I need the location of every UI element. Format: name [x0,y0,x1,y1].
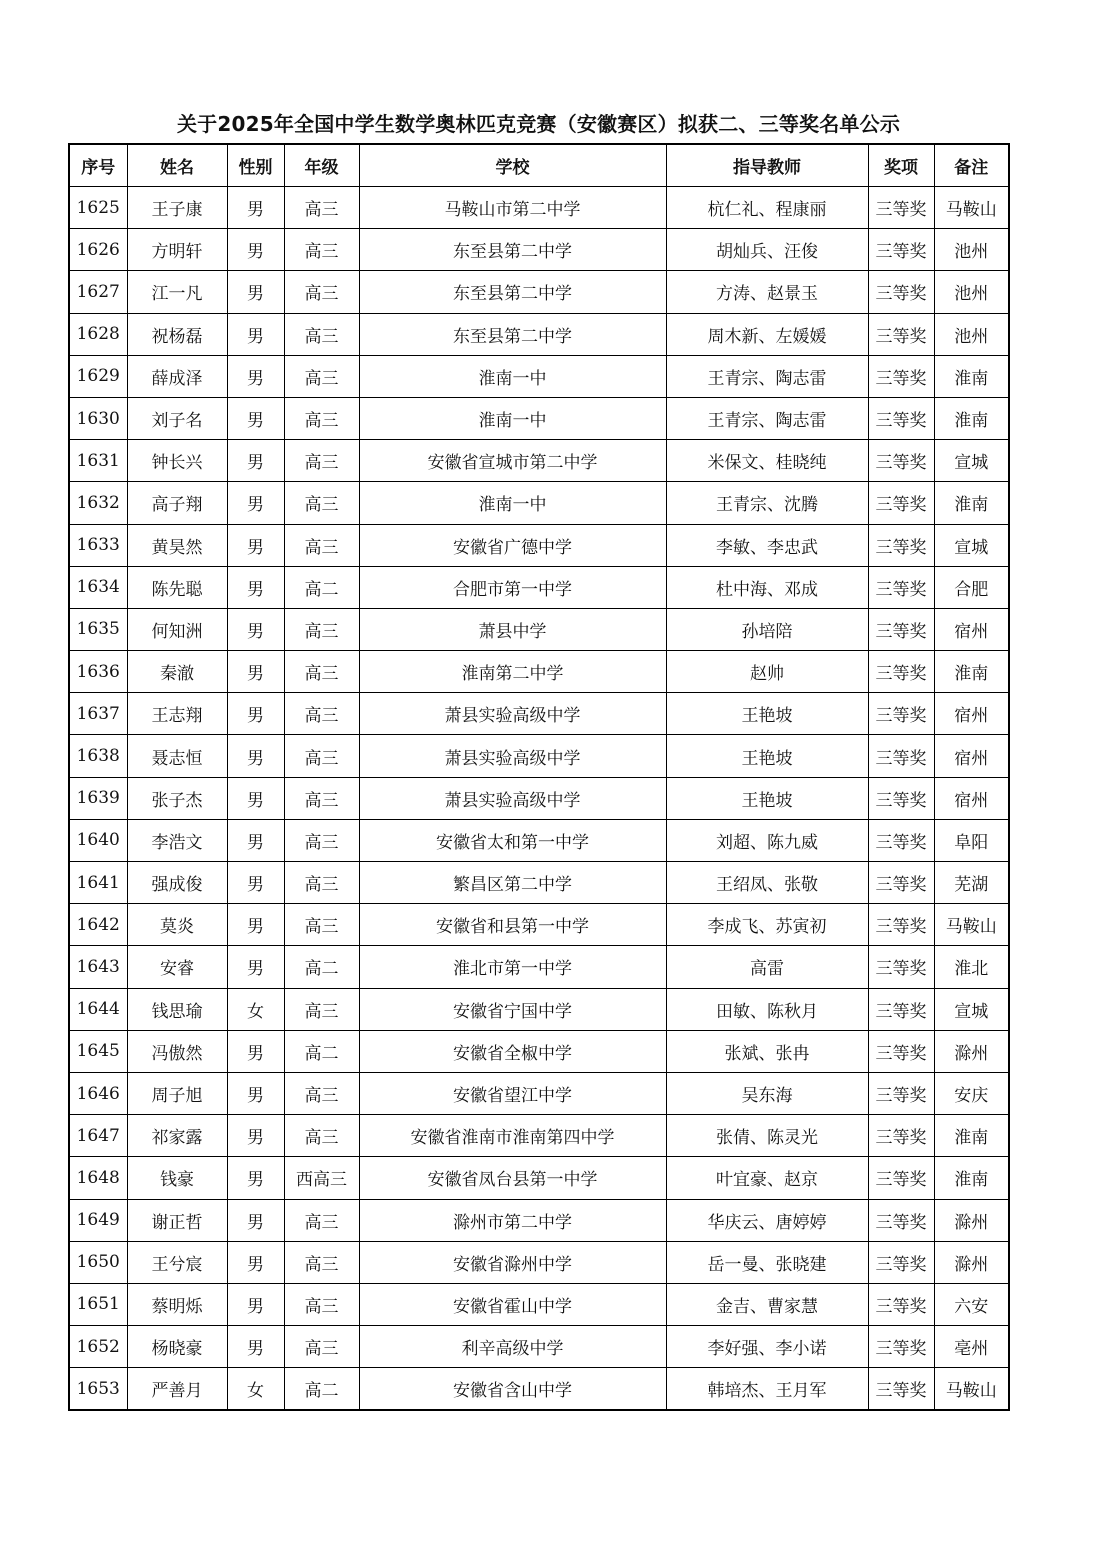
cell-region: 淮南 [934,651,1009,693]
cell-award: 三等奖 [868,777,934,819]
cell-award: 三等奖 [868,651,934,693]
cell-school: 安徽省宁国中学 [359,988,666,1030]
cell-serial: 1632 [69,482,127,524]
cell-name: 安睿 [127,946,227,988]
cell-serial: 1635 [69,608,127,650]
cell-serial: 1626 [69,229,127,271]
cell-advisor: 李成飞、苏寅初 [666,904,868,946]
cell-gender: 男 [227,946,284,988]
cell-gender: 男 [227,777,284,819]
cell-name: 何知洲 [127,608,227,650]
cell-school: 萧县实验高级中学 [359,735,666,777]
cell-name: 强成俊 [127,862,227,904]
cell-region: 滁州 [934,1241,1009,1283]
cell-grade: 高三 [284,693,359,735]
cell-award: 三等奖 [868,1368,934,1411]
cell-advisor: 赵帅 [666,651,868,693]
cell-school: 萧县实验高级中学 [359,693,666,735]
cell-region: 淮北 [934,946,1009,988]
cell-grade: 高三 [284,271,359,313]
cell-gender: 女 [227,1368,284,1411]
cell-school: 东至县第二中学 [359,229,666,271]
cell-gender: 男 [227,651,284,693]
cell-name: 冯傲然 [127,1030,227,1072]
cell-school: 安徽省含山中学 [359,1368,666,1411]
cell-advisor: 米保文、桂晓纯 [666,440,868,482]
cell-award: 三等奖 [868,355,934,397]
cell-gender: 男 [227,440,284,482]
cell-name: 谢正哲 [127,1199,227,1241]
cell-advisor: 张倩、陈灵光 [666,1115,868,1157]
cell-grade: 高三 [284,735,359,777]
table-row [69,1072,1009,1114]
cell-region: 淮南 [934,1157,1009,1199]
cell-serial: 1653 [69,1368,127,1411]
cell-grade: 高三 [284,397,359,439]
cell-serial: 1641 [69,862,127,904]
cell-serial: 1627 [69,271,127,313]
cell-gender: 男 [227,1326,284,1368]
header-name: 姓名 [127,144,227,187]
cell-gender: 男 [227,524,284,566]
cell-gender: 男 [227,1241,284,1283]
header-serial: 序号 [69,144,127,187]
table-row [69,608,1009,650]
table-row [69,735,1009,777]
cell-grade: 高三 [284,1199,359,1241]
cell-serial: 1628 [69,313,127,355]
cell-award: 三等奖 [868,904,934,946]
cell-serial: 1642 [69,904,127,946]
cell-school: 安徽省望江中学 [359,1072,666,1114]
cell-award: 三等奖 [868,440,934,482]
cell-gender: 男 [227,355,284,397]
cell-award: 三等奖 [868,1072,934,1114]
cell-gender: 男 [227,862,284,904]
cell-serial: 1652 [69,1326,127,1368]
cell-school: 安徽省滁州中学 [359,1241,666,1283]
table-row [69,988,1009,1030]
cell-grade: 高三 [284,440,359,482]
cell-school: 淮北市第一中学 [359,946,666,988]
cell-name: 陈先聪 [127,566,227,608]
cell-name: 蔡明烁 [127,1283,227,1325]
table-row [69,1241,1009,1283]
cell-region: 淮南 [934,482,1009,524]
cell-grade: 高三 [284,355,359,397]
cell-region: 马鞍山 [934,904,1009,946]
cell-name: 高子翔 [127,482,227,524]
cell-region: 宣城 [934,524,1009,566]
cell-award: 三等奖 [868,1326,934,1368]
cell-region: 淮南 [934,1115,1009,1157]
cell-advisor: 金吉、曹家慧 [666,1283,868,1325]
cell-award: 三等奖 [868,862,934,904]
cell-name: 李浩文 [127,819,227,861]
cell-advisor: 王青宗、陶志雷 [666,355,868,397]
table-row [69,1326,1009,1368]
cell-award: 三等奖 [868,1115,934,1157]
cell-region: 滁州 [934,1199,1009,1241]
table-row [69,229,1009,271]
cell-gender: 男 [227,566,284,608]
cell-advisor: 杜中海、邓成 [666,566,868,608]
cell-school: 淮南一中 [359,482,666,524]
cell-region: 宣城 [934,988,1009,1030]
cell-gender: 男 [227,693,284,735]
cell-grade: 高三 [284,1283,359,1325]
cell-advisor: 王艳坡 [666,735,868,777]
cell-region: 宿州 [934,735,1009,777]
cell-grade: 高三 [284,904,359,946]
cell-serial: 1648 [69,1157,127,1199]
cell-name: 钱豪 [127,1157,227,1199]
cell-region: 阜阳 [934,819,1009,861]
cell-gender: 女 [227,988,284,1030]
cell-school: 安徽省宣城市第二中学 [359,440,666,482]
cell-region: 亳州 [934,1326,1009,1368]
cell-name: 钟长兴 [127,440,227,482]
table-row [69,819,1009,861]
cell-school: 萧县实验高级中学 [359,777,666,819]
cell-advisor: 华庆云、唐婷婷 [666,1199,868,1241]
cell-advisor: 方涛、赵景玉 [666,271,868,313]
cell-gender: 男 [227,271,284,313]
cell-grade: 高三 [284,524,359,566]
table-row [69,1199,1009,1241]
header-advisor: 指导教师 [666,144,868,187]
award-list-table [68,143,1010,1411]
cell-school: 淮南一中 [359,397,666,439]
cell-advisor: 叶宜豪、赵京 [666,1157,868,1199]
cell-gender: 男 [227,608,284,650]
cell-region: 池州 [934,271,1009,313]
cell-award: 三等奖 [868,271,934,313]
cell-school: 安徽省太和第一中学 [359,819,666,861]
table-row [69,1368,1009,1411]
cell-advisor: 张斌、张冉 [666,1030,868,1072]
cell-award: 三等奖 [868,1283,934,1325]
cell-award: 三等奖 [868,566,934,608]
table-row [69,1115,1009,1157]
cell-award: 三等奖 [868,313,934,355]
cell-region: 宣城 [934,440,1009,482]
cell-serial: 1645 [69,1030,127,1072]
cell-school: 安徽省广德中学 [359,524,666,566]
header-gender: 性别 [227,144,284,187]
cell-gender: 男 [227,1157,284,1199]
cell-school: 安徽省淮南市淮南第四中学 [359,1115,666,1157]
cell-serial: 1650 [69,1241,127,1283]
cell-grade: 高二 [284,946,359,988]
cell-grade: 西高三 [284,1157,359,1199]
cell-serial: 1629 [69,355,127,397]
cell-serial: 1625 [69,187,127,229]
cell-advisor: 王艳坡 [666,693,868,735]
cell-gender: 男 [227,1115,284,1157]
cell-gender: 男 [227,1283,284,1325]
cell-name: 薛成泽 [127,355,227,397]
cell-serial: 1631 [69,440,127,482]
cell-school: 安徽省凤台县第一中学 [359,1157,666,1199]
cell-region: 池州 [934,229,1009,271]
cell-grade: 高三 [284,988,359,1030]
cell-gender: 男 [227,1030,284,1072]
header-region: 备注 [934,144,1009,187]
page-title: 关于2025年全国中学生数学奥林匹克竞赛（安徽赛区）拟获二、三等奖名单公示 [176,112,901,136]
cell-serial: 1649 [69,1199,127,1241]
cell-advisor: 王艳坡 [666,777,868,819]
cell-grade: 高三 [284,862,359,904]
cell-region: 合肥 [934,566,1009,608]
cell-grade: 高三 [284,187,359,229]
cell-grade: 高二 [284,1030,359,1072]
cell-school: 东至县第二中学 [359,313,666,355]
header-grade: 年级 [284,144,359,187]
cell-award: 三等奖 [868,397,934,439]
cell-serial: 1630 [69,397,127,439]
cell-grade: 高三 [284,777,359,819]
header-award: 奖项 [868,144,934,187]
cell-region: 芜湖 [934,862,1009,904]
table-row [69,482,1009,524]
cell-advisor: 韩培杰、王月军 [666,1368,868,1411]
cell-award: 三等奖 [868,187,934,229]
cell-serial: 1633 [69,524,127,566]
cell-name: 黄昊然 [127,524,227,566]
cell-award: 三等奖 [868,1030,934,1072]
cell-region: 滁州 [934,1030,1009,1072]
table-row [69,693,1009,735]
table-row [69,777,1009,819]
cell-award: 三等奖 [868,735,934,777]
cell-serial: 1638 [69,735,127,777]
cell-name: 严善月 [127,1368,227,1411]
cell-advisor: 刘超、陈九威 [666,819,868,861]
table-row [69,1030,1009,1072]
cell-school: 淮南一中 [359,355,666,397]
table-body [69,187,1009,1411]
cell-school: 安徽省全椒中学 [359,1030,666,1072]
cell-award: 三等奖 [868,229,934,271]
table-row [69,355,1009,397]
cell-advisor: 孙培陪 [666,608,868,650]
cell-grade: 高三 [284,651,359,693]
cell-school: 淮南第二中学 [359,651,666,693]
cell-name: 祁家露 [127,1115,227,1157]
table-row [69,397,1009,439]
cell-school: 合肥市第一中学 [359,566,666,608]
cell-grade: 高三 [284,1115,359,1157]
cell-serial: 1644 [69,988,127,1030]
table-row [69,271,1009,313]
cell-serial: 1636 [69,651,127,693]
cell-award: 三等奖 [868,693,934,735]
cell-name: 方明轩 [127,229,227,271]
cell-advisor: 田敏、陈秋月 [666,988,868,1030]
cell-advisor: 王青宗、陶志雷 [666,397,868,439]
cell-grade: 高三 [284,229,359,271]
cell-school: 东至县第二中学 [359,271,666,313]
cell-grade: 高二 [284,566,359,608]
cell-gender: 男 [227,229,284,271]
cell-serial: 1639 [69,777,127,819]
cell-name: 周子旭 [127,1072,227,1114]
table-row [69,1283,1009,1325]
cell-name: 祝杨磊 [127,313,227,355]
cell-serial: 1647 [69,1115,127,1157]
cell-school: 萧县中学 [359,608,666,650]
cell-award: 三等奖 [868,482,934,524]
cell-school: 安徽省和县第一中学 [359,904,666,946]
table-row [69,1157,1009,1199]
cell-award: 三等奖 [868,1241,934,1283]
cell-grade: 高三 [284,482,359,524]
cell-serial: 1637 [69,693,127,735]
cell-region: 淮南 [934,397,1009,439]
cell-name: 张子杰 [127,777,227,819]
cell-region: 宿州 [934,777,1009,819]
cell-award: 三等奖 [868,819,934,861]
cell-region: 六安 [934,1283,1009,1325]
cell-school: 安徽省霍山中学 [359,1283,666,1325]
cell-advisor: 胡灿兵、汪俊 [666,229,868,271]
table-row [69,440,1009,482]
table-row [69,524,1009,566]
cell-advisor: 杭仁礼、程康丽 [666,187,868,229]
cell-grade: 高三 [284,313,359,355]
table-row [69,187,1009,229]
cell-name: 江一凡 [127,271,227,313]
cell-name: 秦澈 [127,651,227,693]
cell-grade: 高三 [284,1326,359,1368]
cell-school: 利辛高级中学 [359,1326,666,1368]
cell-grade: 高三 [284,608,359,650]
cell-gender: 男 [227,1072,284,1114]
cell-advisor: 周木新、左媛媛 [666,313,868,355]
cell-advisor: 岳一曼、张晓建 [666,1241,868,1283]
cell-region: 池州 [934,313,1009,355]
cell-region: 马鞍山 [934,187,1009,229]
cell-gender: 男 [227,819,284,861]
cell-school: 滁州市第二中学 [359,1199,666,1241]
cell-serial: 1640 [69,819,127,861]
cell-gender: 男 [227,313,284,355]
cell-award: 三等奖 [868,1157,934,1199]
cell-name: 刘子名 [127,397,227,439]
table-header-row [69,144,1009,187]
cell-school: 马鞍山市第二中学 [359,187,666,229]
header-school: 学校 [359,144,666,187]
table-row [69,862,1009,904]
cell-grade: 高二 [284,1368,359,1411]
cell-gender: 男 [227,482,284,524]
cell-school: 繁昌区第二中学 [359,862,666,904]
cell-name: 王兮宸 [127,1241,227,1283]
cell-advisor: 王绍凤、张敬 [666,862,868,904]
cell-name: 钱思瑜 [127,988,227,1030]
cell-award: 三等奖 [868,988,934,1030]
cell-award: 三等奖 [868,946,934,988]
cell-serial: 1634 [69,566,127,608]
cell-advisor: 李敏、李忠武 [666,524,868,566]
cell-award: 三等奖 [868,524,934,566]
table-row [69,904,1009,946]
cell-grade: 高三 [284,1072,359,1114]
cell-advisor: 李好强、李小诺 [666,1326,868,1368]
cell-gender: 男 [227,187,284,229]
cell-name: 王子康 [127,187,227,229]
cell-region: 宿州 [934,693,1009,735]
cell-serial: 1651 [69,1283,127,1325]
cell-award: 三等奖 [868,1199,934,1241]
cell-region: 宿州 [934,608,1009,650]
table-row [69,946,1009,988]
cell-advisor: 王青宗、沈腾 [666,482,868,524]
cell-advisor: 高雷 [666,946,868,988]
cell-name: 莫炎 [127,904,227,946]
cell-advisor: 吴东海 [666,1072,868,1114]
cell-region: 淮南 [934,355,1009,397]
cell-name: 杨晓豪 [127,1326,227,1368]
table-row [69,313,1009,355]
cell-award: 三等奖 [868,608,934,650]
cell-gender: 男 [227,1199,284,1241]
cell-gender: 男 [227,397,284,439]
cell-region: 马鞍山 [934,1368,1009,1411]
cell-serial: 1646 [69,1072,127,1114]
cell-region: 安庆 [934,1072,1009,1114]
table-row [69,566,1009,608]
cell-grade: 高三 [284,819,359,861]
cell-grade: 高三 [284,1241,359,1283]
cell-name: 王志翔 [127,693,227,735]
cell-gender: 男 [227,904,284,946]
cell-gender: 男 [227,735,284,777]
table-row [69,651,1009,693]
cell-name: 聂志恒 [127,735,227,777]
cell-serial: 1643 [69,946,127,988]
